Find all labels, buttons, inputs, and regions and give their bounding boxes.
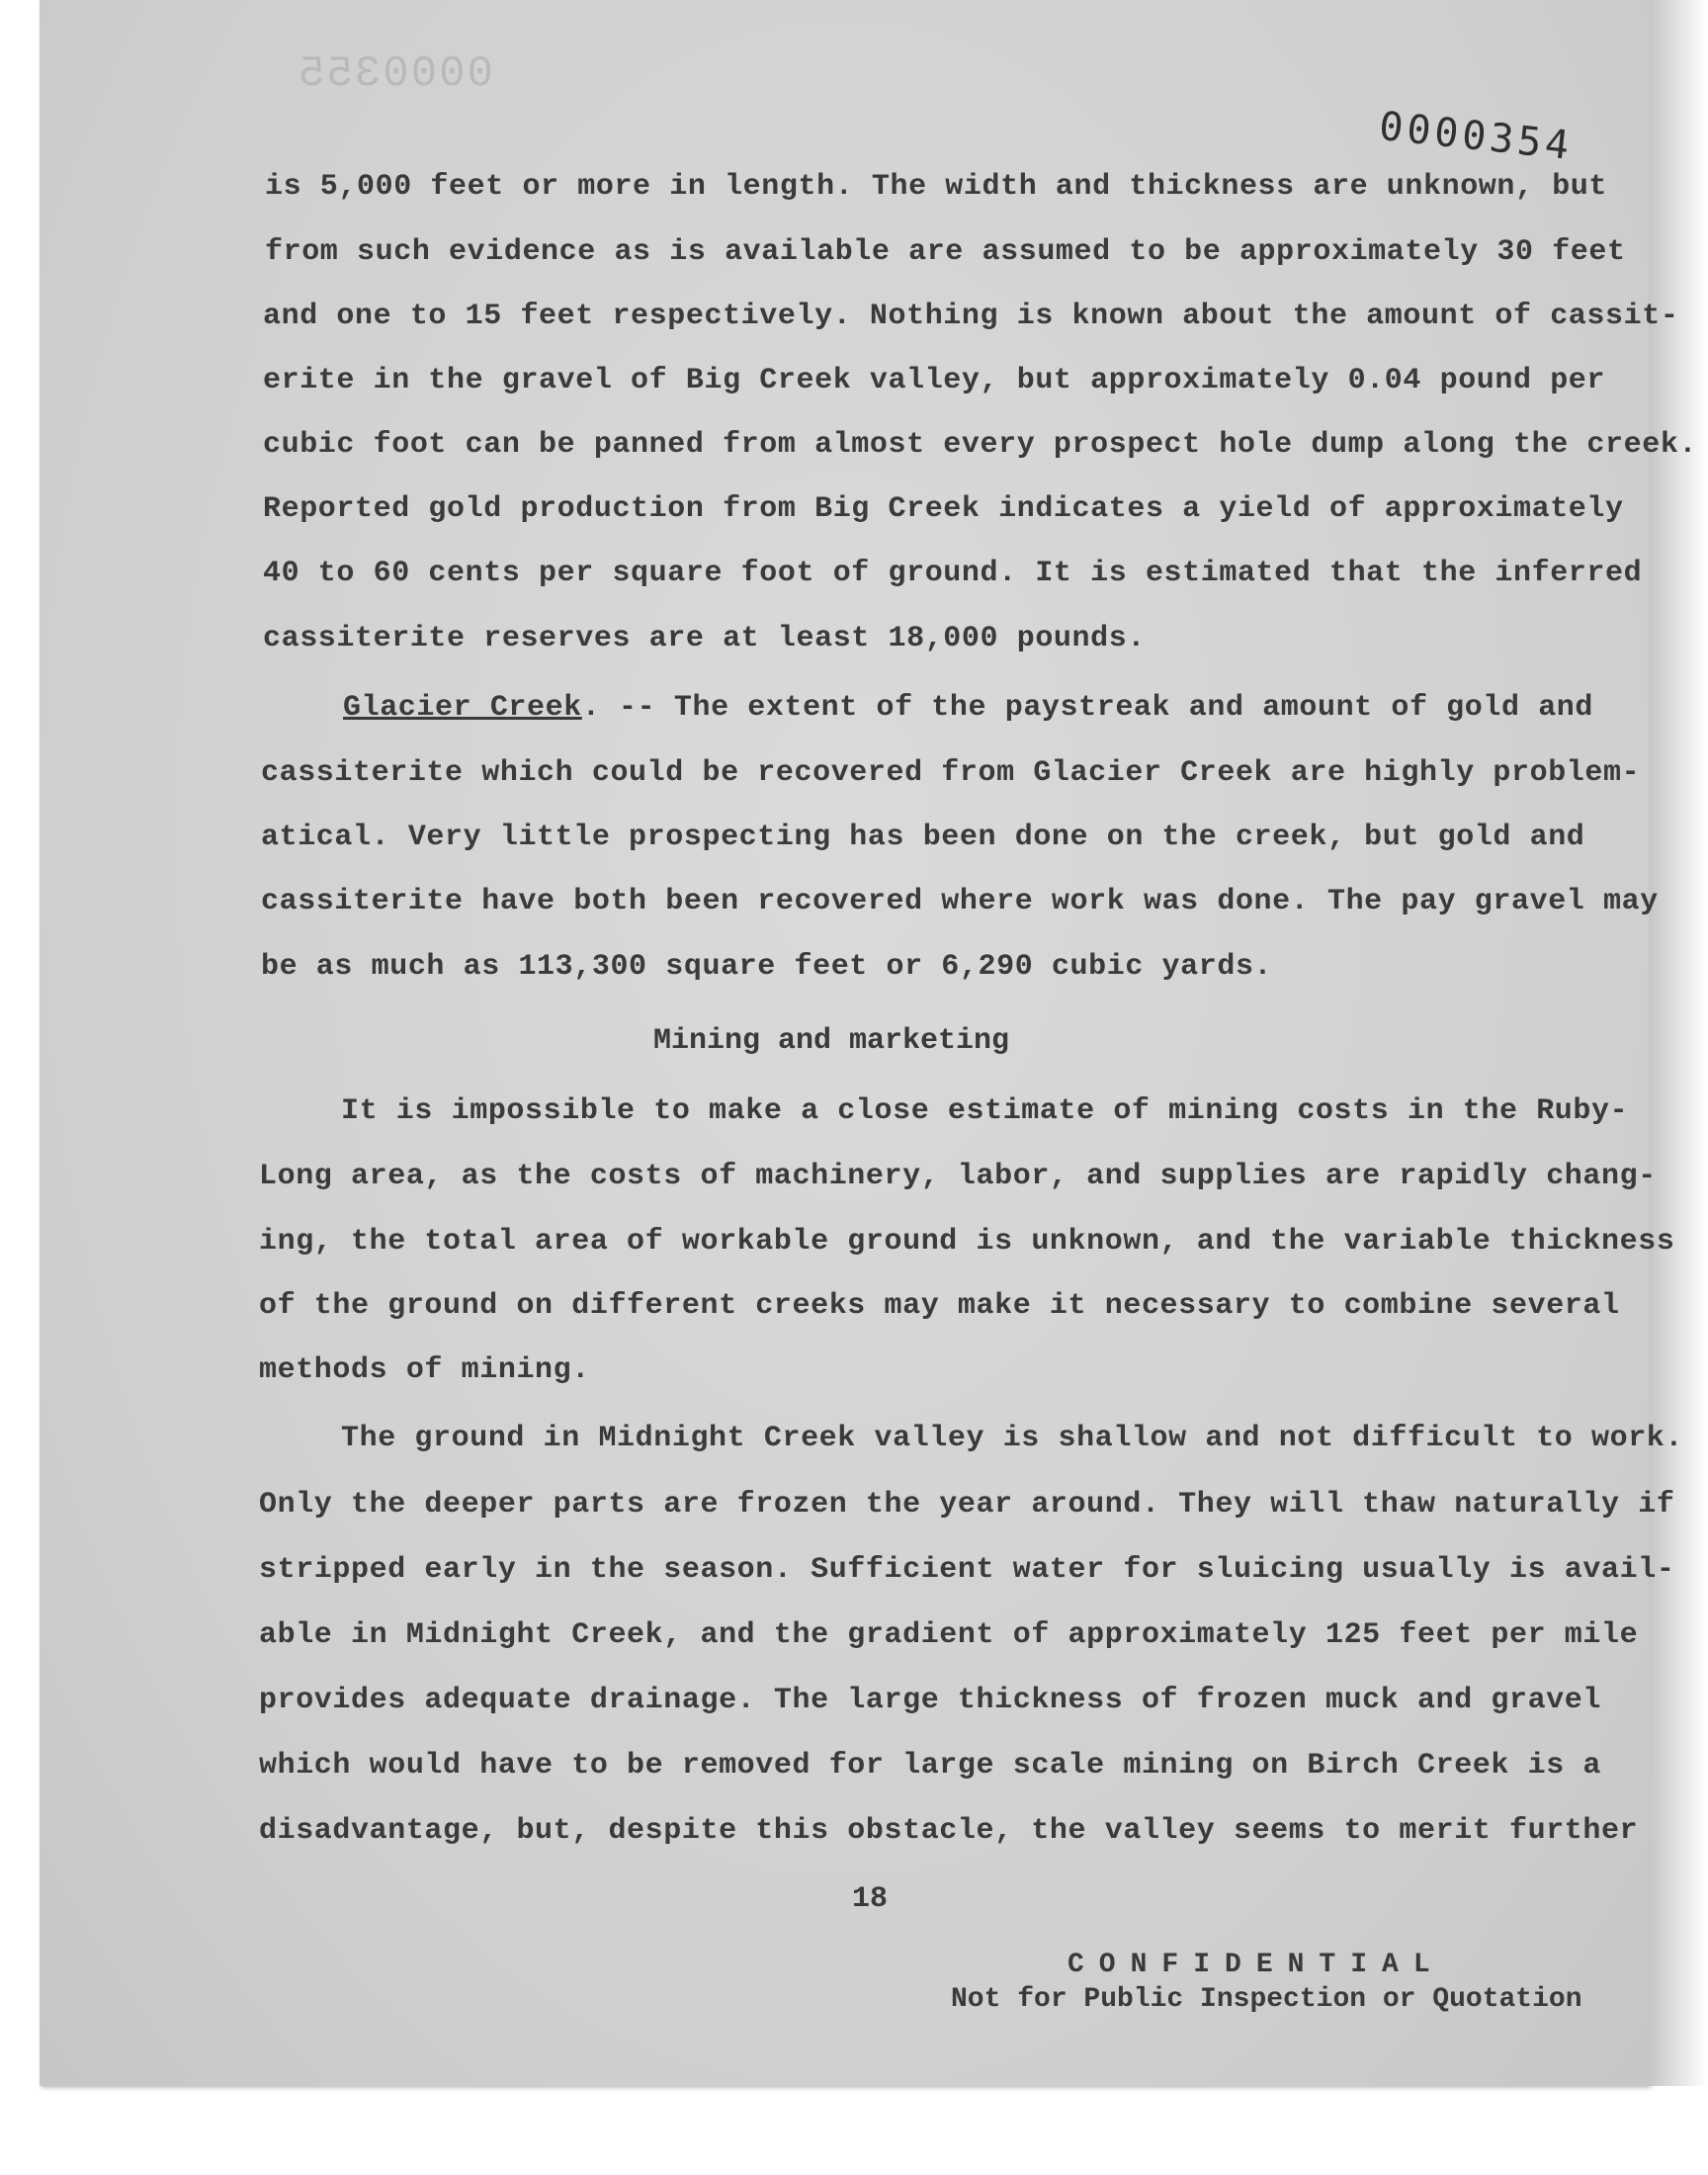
text-line: able in Midnight Creek, and the gradient of approximately 125 feet per mile	[259, 1618, 1639, 1652]
section-heading: Mining and marketing	[653, 1024, 1010, 1058]
text-line: cubic foot can be panned from almost every prospect hole dump along the creek.	[263, 428, 1698, 462]
text-line: atical. Very little prospecting has been done on the creek, but gold and	[261, 821, 1585, 854]
text-line: of the ground on different creeks may make it necessary to combine several	[259, 1289, 1620, 1323]
text-line: ing, the total area of workable ground is unknown, and the variable thickness	[259, 1225, 1675, 1259]
glacier-creek-first-line	[343, 691, 1593, 725]
text-line: is 5,000 feet or more in length. The width and thickness are unknown, but	[265, 170, 1608, 204]
text-line: cassiterite reserves are at least 18,000 pounds.	[263, 622, 1146, 655]
text-line: Only the deeper parts are frozen the year around. They will thaw naturally if	[259, 1488, 1675, 1522]
text-line: 40 to 60 cents per square foot of ground. It is estimated that the inferred	[263, 557, 1643, 590]
glacier-creek-first-line-text: . -- The extent of the paystreak and amount of gold and	[581, 691, 1594, 725]
page-number: 18	[852, 1882, 889, 1916]
text-line: which would have to be removed for large scale mining on Birch Creek is a	[259, 1749, 1602, 1783]
glacier-creek-heading: Glacier Creek	[343, 691, 582, 725]
text-line: provides adequate drainage. The large thickness of frozen muck and gravel	[259, 1684, 1602, 1717]
text-line: It is impossible to make a close estimate of mining costs in the Ruby-	[341, 1094, 1629, 1128]
text-line: erite in the gravel of Big Creek valley, but approximately 0.04 pound per	[263, 364, 1606, 397]
confidential-notice: Not for Public Inspection or Quotation	[951, 1984, 1582, 2015]
text-line: disadvantage, but, despite this obstacle, the valley seems to merit further	[259, 1814, 1639, 1848]
bleed-through-page-number: 0000355	[297, 49, 493, 99]
text-line: methods of mining.	[259, 1353, 590, 1387]
text-line: Long area, as the costs of machinery, labor, and supplies are rapidly chang-	[259, 1160, 1657, 1193]
text-line: cassiterite have both been recovered where work was done. The pay gravel may	[261, 885, 1659, 918]
text-line: The ground in Midnight Creek valley is shallow and not difficult to work.	[341, 1422, 1684, 1455]
confidential-label: CONFIDENTIAL	[1068, 1950, 1445, 1980]
document-stamp-number: 0000354	[1377, 103, 1576, 170]
text-line: cassiterite which could be recovered from Glacier Creek are highly problem-	[261, 756, 1641, 790]
text-line: stripped early in the season. Sufficient water for sluicing usually is avail-	[259, 1553, 1675, 1587]
text-line: Reported gold production from Big Creek indicates a yield of approximately	[263, 492, 1624, 526]
text-line: from such evidence as is available are assumed to be approximately 30 feet	[265, 235, 1626, 269]
text-line: be as much as 113,300 square feet or 6,290 cubic yards.	[261, 950, 1273, 984]
text-line: and one to 15 feet respectively. Nothing is known about the amount of cassit-	[263, 300, 1679, 333]
